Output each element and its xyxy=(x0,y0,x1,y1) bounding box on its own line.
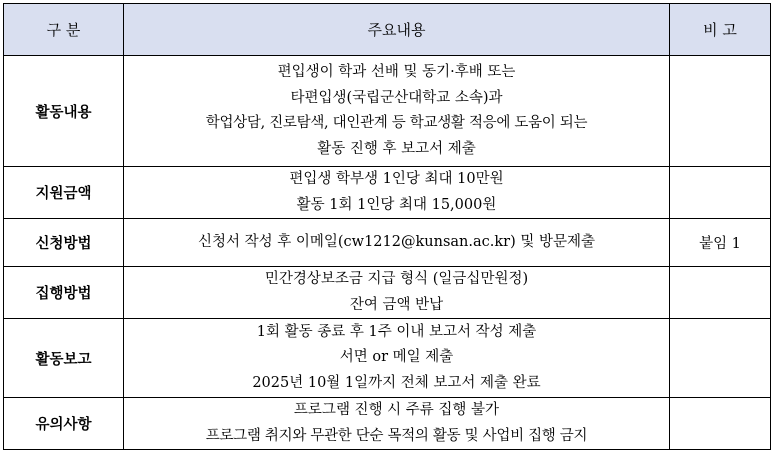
row-category: 유의사항 xyxy=(4,398,124,450)
row-note xyxy=(670,398,771,450)
row-category: 활동보고 xyxy=(4,319,124,398)
table-row xyxy=(4,56,771,167)
content-line: 활동 진행 후 보고서 제출 xyxy=(317,140,476,157)
row-category: 집행방법 xyxy=(4,267,124,319)
row-content xyxy=(124,167,670,219)
content-line: 프로그램 취지와 무관한 단순 목적의 활동 및 사업비 집행 금지 xyxy=(205,427,588,444)
row-content xyxy=(124,219,670,267)
table-row xyxy=(4,319,771,398)
program-table xyxy=(3,3,771,450)
row-note xyxy=(670,267,771,319)
content-line: 편입생 학부생 1인당 최대 10만원 xyxy=(289,171,504,187)
row-category: 활동내용 xyxy=(4,56,124,167)
content-line: 편입생이 학과 선배 및 동기·후배 또는 xyxy=(277,64,516,80)
row-note xyxy=(670,167,771,219)
header-category: 구 분 xyxy=(4,4,124,56)
table-row xyxy=(4,167,771,219)
row-category: 지원금액 xyxy=(4,167,124,219)
content-line: 잔여 금액 반납 xyxy=(349,296,444,313)
row-note xyxy=(670,319,771,398)
row-content xyxy=(124,267,670,319)
table-row xyxy=(4,267,771,319)
row-category: 신청방법 xyxy=(4,219,124,267)
table-header-row xyxy=(4,4,771,56)
header-note: 비 고 xyxy=(670,4,771,56)
row-note xyxy=(670,56,771,167)
content-line: 신청서 작성 후 이메일(cw1212@kunsan.ac.kr) 및 방문제출 xyxy=(198,233,595,250)
table-row xyxy=(4,219,771,267)
table-row xyxy=(4,398,771,450)
row-content xyxy=(124,56,670,167)
content-line: 서면 or 메일 제출 xyxy=(339,349,454,366)
content-line: 타편입생(국립군산대학교 소속)과 xyxy=(290,89,503,106)
row-note: 붙임 1 xyxy=(670,219,771,267)
row-content xyxy=(124,319,670,398)
content-line: 프로그램 진행 시 주류 집행 불가 xyxy=(293,402,500,418)
content-line: 민간경상보조금 지급 형식 (일금십만원정) xyxy=(264,271,529,287)
row-content xyxy=(124,398,670,450)
content-line: 활동 1회 1인당 최대 15,000원 xyxy=(296,196,497,213)
header-content: 주요내용 xyxy=(124,4,670,56)
content-line: 1회 활동 종료 후 1주 이내 보고서 작성 제출 xyxy=(256,323,537,340)
content-line: 2025년 10월 1일까지 전체 보고서 제출 완료 xyxy=(252,374,541,391)
content-line: 학업상담, 진로탐색, 대인관계 등 학교생활 적응에 도움이 되는 xyxy=(205,115,588,131)
